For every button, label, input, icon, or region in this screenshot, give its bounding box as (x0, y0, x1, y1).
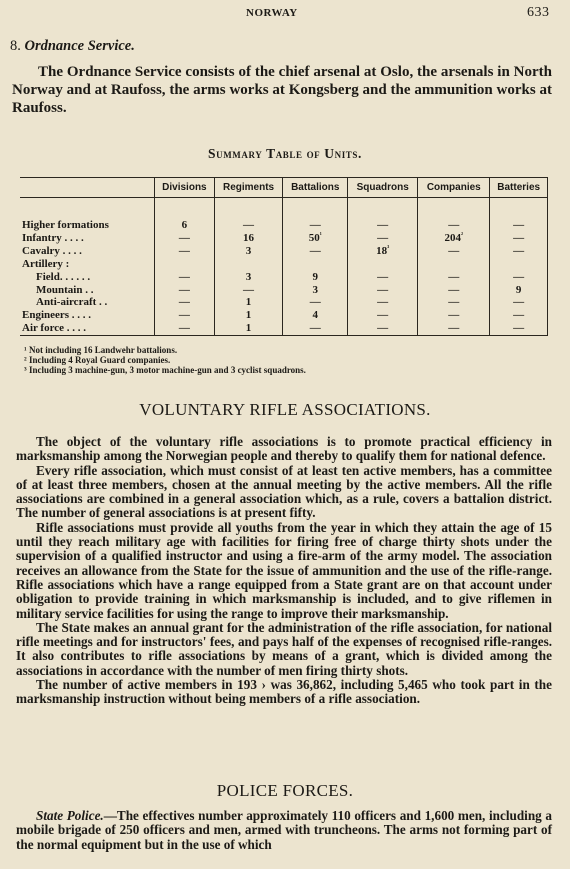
table-cell: — (490, 245, 548, 258)
column-header: Divisions (155, 178, 215, 198)
table-cell: 3 (214, 245, 283, 258)
table-cell (418, 258, 490, 271)
footnote: ¹ Not including 16 Landwehr battalions. (24, 345, 178, 355)
table-cell: — (490, 271, 548, 284)
table-cell: — (155, 296, 215, 309)
table-cell: — (418, 322, 490, 336)
running-title: NORWAY (246, 7, 298, 19)
table-cell: 3 (214, 271, 283, 284)
footnote-marker: ¹ (319, 231, 322, 240)
table-cell: — (155, 232, 215, 245)
table-cell: 16 (214, 232, 283, 245)
table-cell: — (155, 309, 215, 322)
footnote-marker: ³ (387, 244, 390, 253)
paragraph: The number of active members in 193 › was 36,862, including 5,465 who took part in the marksmanship instruction without being members of a rifle association. (16, 677, 552, 707)
row-label: Mountain . . (36, 283, 94, 296)
table-cell: — (348, 219, 418, 232)
police-text (16, 809, 552, 852)
table-row (20, 309, 548, 322)
rifle-text (16, 435, 552, 707)
table-corner (20, 178, 155, 198)
rifle-heading: VOLUNTARY RIFLE ASSOCIATIONS. (139, 400, 431, 419)
table-cell: — (155, 245, 215, 258)
paragraph: The object of the voluntary rifle associations is to promote practical efficiency in marksmanship among the Norwegian people and thereby to qualify them for national defence. (16, 434, 552, 464)
table-row (20, 284, 548, 297)
table-cell: — (283, 296, 348, 309)
table-row (20, 296, 548, 309)
section-number: 8. (10, 38, 21, 54)
table-cell: — (348, 322, 418, 336)
page-number: 633 (527, 5, 550, 20)
table-cell: $50^{^1}$ (283, 232, 348, 245)
column-header: Battalions (283, 178, 348, 198)
footnote-marker: ² (460, 231, 464, 240)
column-header: Batteries (490, 178, 548, 198)
row-label: Engineers . . . . (22, 309, 92, 322)
table-row (20, 232, 548, 245)
table-row (20, 322, 548, 336)
table-cell: — (490, 322, 548, 336)
table-cell: — (348, 232, 418, 245)
row-label: Air force . . . . (20, 322, 155, 336)
table-cell: — (490, 296, 548, 309)
table-row (20, 271, 548, 284)
section-heading (10, 38, 135, 55)
table-cell: — (214, 284, 283, 297)
table-cell: 1 (214, 322, 283, 336)
table-cell: — (490, 219, 548, 232)
table-cell: — (418, 271, 490, 284)
paragraph (16, 809, 552, 852)
table-cell: 9 (490, 284, 548, 297)
table-cell: — (348, 296, 418, 309)
footnote: ² Including 4 Royal Guard companies. (24, 355, 171, 365)
table-spacer (20, 198, 548, 220)
section-intro: The Ordnance Service consists of the chief arsenal at Oslo, the arsenals in North Norway and at Raufoss, the arms works at Kongsberg and the ammunition works at Raufoss. (12, 64, 552, 116)
paragraph: Rifle associations must provide all youths from the year in which they attain the age of 15 until they reach military age with facilities for firing free of charge thirty shots under the supervision of a qualified instructor and using a fire-arm of the army model. The association receives an allowance from the State for the issue of ammunition and the use of the rifle-range. Rifle associations which have a range equipped from a State grant are on that account under obligation to provide training in which marksmanship is included, and to give riflemen in military service facilities for using the range to improve their marksmanship. (16, 519, 552, 621)
police-body: —The effectives number approximately 110 officers and 1,600 men, including a mobile brigade of 250 officers and men, armed with truncheons. The arms not forming part of the normal equipment but in the use of which (16, 808, 552, 852)
table-cell: 6 (155, 219, 215, 232)
column-header: Squadrons (348, 178, 418, 198)
table-row (20, 245, 548, 258)
table-cell: — (155, 271, 215, 284)
table-cell: 1 (214, 309, 283, 322)
table-cell: — (418, 245, 490, 258)
table-cell (348, 258, 418, 271)
paragraph: Every rifle association, which must consist of at least ten active members, has a committee of at least three members, chosen at the annual meeting by the active members. All the rifle associations are combined in a general association which, as a rule, covers a battalion district. The number of general associations is at present fifty. (16, 462, 552, 521)
police-heading: POLICE FORCES. (216, 781, 354, 800)
table-cell (155, 258, 215, 271)
table-footnotes (24, 345, 306, 375)
column-header: Regiments (214, 178, 283, 198)
police-lead: State Police. (36, 808, 104, 823)
table-cell: — (490, 309, 548, 322)
table-title: Summary Table of Units. (207, 146, 362, 161)
table-cell: $204^{^2}$ (418, 232, 490, 245)
table-cell: — (418, 296, 490, 309)
table-cell: — (490, 232, 548, 245)
section-title: Ordnance Service. (24, 38, 135, 54)
table-cell: 1 (214, 296, 283, 309)
column-header: Companies (418, 178, 490, 198)
table-cell (490, 258, 548, 271)
table-cell: — (418, 284, 490, 297)
row-label: Cavalry . . . . (22, 245, 82, 258)
row-label: Higher formations (22, 219, 109, 232)
table-header-row (20, 178, 548, 198)
units-table (20, 177, 548, 336)
table-cell: 9 (283, 271, 348, 284)
table-cell (283, 258, 348, 271)
table-cell: — (283, 219, 348, 232)
table-cell: 3 (283, 284, 348, 297)
table-cell (214, 258, 283, 271)
table-cell: — (348, 309, 418, 322)
table-cell: 4 (283, 309, 348, 322)
table-cell: — (348, 284, 418, 297)
paragraph: The State makes an annual grant for the administration of the rifle association, for national rifle meetings and for instructors' fees, and pays half of the expenses of recognised rifle-ranges. It also contributes to rifle associations by means of a grant, which is divided among the associations in accordance with the number of men firing thirty shots. (16, 619, 552, 678)
row-label: Infantry . . . . (22, 232, 84, 245)
table-cell: — (283, 245, 348, 258)
table-cell: — (283, 322, 348, 336)
footnote: ³ Including 3 machine-gun, 3 motor machine-gun and 3 cyclist squadrons. (24, 365, 306, 375)
table-cell: — (155, 284, 215, 297)
table-cell: — (418, 219, 490, 232)
table-cell: — (214, 219, 283, 232)
table-row (20, 258, 548, 271)
table-cell: — (418, 309, 490, 322)
row-label: Artillery : (22, 257, 70, 270)
table-cell: $18^{^3}$ (348, 245, 418, 258)
table-cell: — (348, 271, 418, 284)
row-label: Field. . . . . . (36, 270, 91, 283)
table-cell: — (155, 322, 215, 336)
table-row (20, 219, 548, 232)
row-label: Anti-aircraft . . (36, 296, 108, 309)
